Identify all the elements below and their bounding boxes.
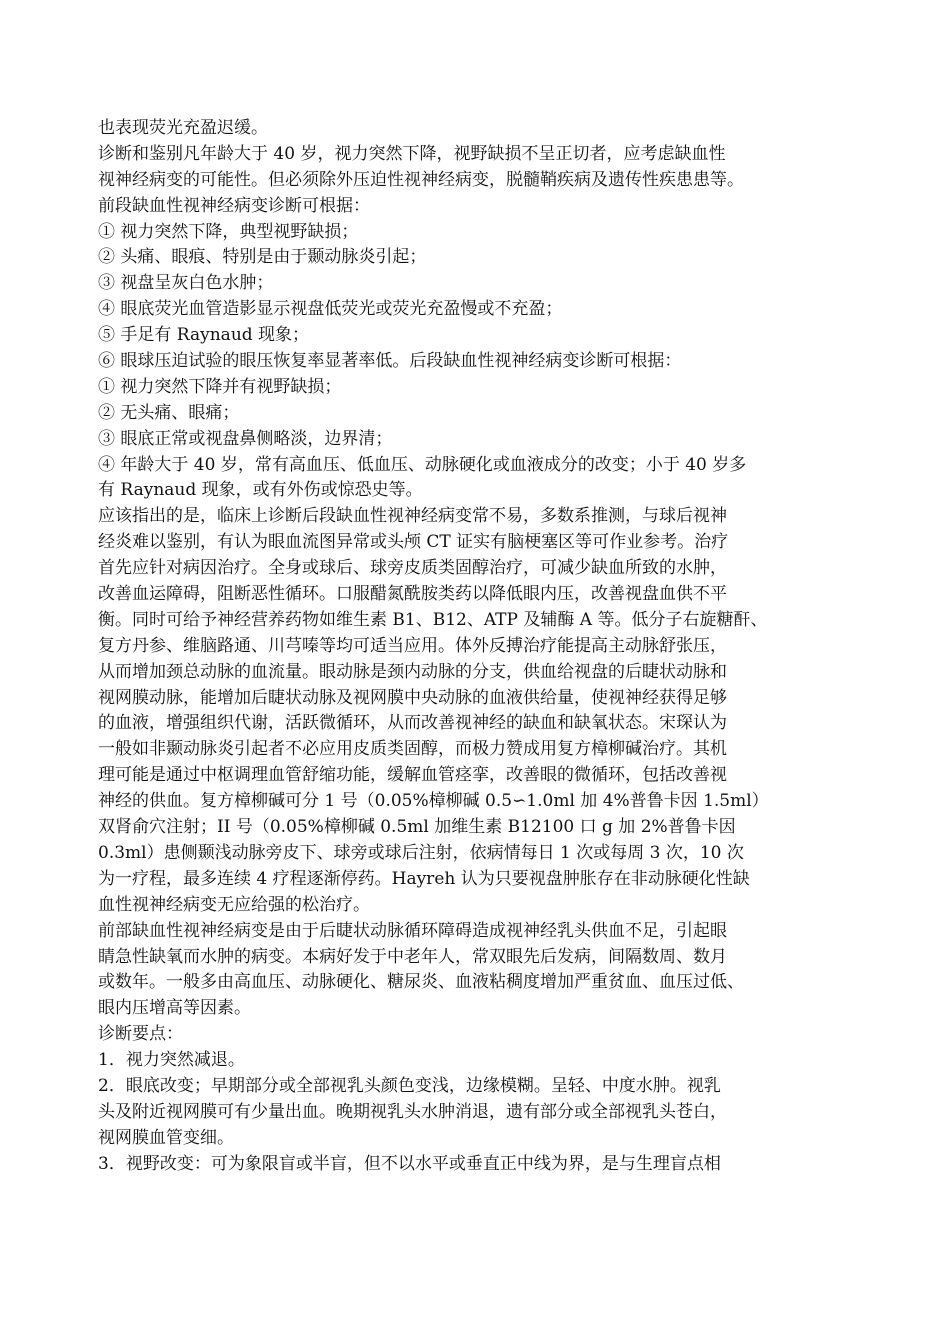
text-line: 也表现荧光充盈迟缓。: [98, 118, 268, 138]
text-line: 0.3ml）患侧颞浅动脉旁皮下、球旁或球后注射，依病情每日 1 次或每周 3 次，10 次: [98, 842, 744, 863]
text-line: 睛急性缺氧而水肿的病变。本病好发于中老年人，常双眼先后发病，间隔数周、数月: [98, 946, 727, 967]
text-line: 衡。同时可给予神经营养药物如维生素 B1、B12、ATP 及辅酶 A 等。低分子右旋糖酐、: [98, 609, 768, 630]
text-line: 改善血运障碍，阻断恶性循环。口服醋氮酰胺类药以降低眼内压，改善视盘血供不平: [98, 584, 727, 605]
text-line: 前部缺血性视神经病变是由于后睫状动脉循环障碍造成视神经乳头供血不足，引起眼: [98, 920, 727, 941]
text-line: 的血液，增强组织代谢，活跃微循环，从而改善视神经的缺血和缺氧状态。宋琛认为: [98, 713, 727, 734]
text-line: ⑤ 手足有 Raynaud 现象；: [98, 325, 310, 346]
text-line: 前段缺血性视神经病变诊断可根据：: [98, 195, 370, 216]
text-line: ③ 视盘呈灰白色水肿；: [98, 273, 274, 294]
text-line: 有 Raynaud 现象，或有外伤或惊恐史等。: [98, 480, 423, 501]
text-line: 视神经病变的可能性。但必须除外压迫性视神经病变，脱髓鞘疾病及遗传性疾患患等。: [98, 169, 744, 190]
text-line: ① 视力突然下降，典型视野缺损；: [98, 221, 359, 242]
text-line: 复方丹参、维脑路通、川芎嗪等均可适当应用。体外反搏治疗能提高主动脉舒张压，: [98, 635, 727, 656]
document-body: [98, 116, 878, 1178]
text-line: 一般如非颞动脉炎引起者不必应用皮质类固醇，而极力赞成用复方樟柳碱治疗。其机: [98, 739, 727, 760]
text-line: 或数年。一般多由高血压、动脉硬化、糖尿炎、血液粘稠度增加严重贫血、血压过低、: [98, 972, 744, 993]
text-line: 1．视力突然减退。: [98, 1050, 245, 1071]
text-line: 双肾俞穴注射；II 号（0.05%樟柳碱 0.5ml 加维生素 B12100 口 g 加 2%普鲁卡因: [98, 817, 736, 838]
text-line: 血性视神经病变无应给强的松治疗。: [98, 894, 370, 915]
text-line: 经炎难以鉴别，有认为眼血流图异常或头颅 CT 证实有脑梗塞区等可作业参考。治疗: [98, 532, 729, 553]
text-line: 诊断和鉴别凡年龄大于 40 岁，视力突然下降，视野缺损不呈正切者，应考虑缺血性: [98, 143, 726, 164]
text-line: 头及附近视网膜可有少量出血。晚期视乳头水肿消退，遗有部分或全部视乳头苍白，: [98, 1101, 727, 1122]
text-line: 眼内压增高等因素。: [98, 998, 251, 1019]
text-line: ④ 眼底荧光血管造影显示视盘低荧光或荧光充盈慢或不充盈；: [98, 299, 563, 320]
text-line: ② 头痛、眼痕、特别是由于颞动脉炎引起；: [98, 247, 427, 268]
text-line: ④ 年龄大于 40 岁，常有高血压、低血压、动脉硬化或血液成分的改变；小于 40 岁多: [98, 454, 747, 475]
text-line: ① 视力突然下降并有视野缺损；: [98, 376, 342, 397]
text-line: 视网膜动脉，能增加后睫状动脉及视网膜中央动脉的血液供给量，使视神经获得足够: [98, 687, 727, 708]
text-line: 2．眼底改变；早期部分或全部视乳头颜色变浅，边缘模糊。呈轻、中度水肿。视乳: [98, 1075, 721, 1096]
text-line: 3．视野改变：可为象限盲或半盲，但不以水平或垂直正中线为界，是与生理盲点相: [98, 1153, 721, 1174]
text-line: 应该指出的是，临床上诊断后段缺血性视神经病变常不易，多数系推测，与球后视神: [98, 506, 727, 527]
text-line: 首先应针对病因治疗。全身或球后、球旁皮质类固醇治疗，可减少缺血所致的水肿，: [98, 558, 727, 579]
text-line: ③ 眼底正常或视盘鼻侧略淡，边界清；: [98, 428, 393, 449]
text-line: 理可能是通过中枢调理血管舒缩功能，缓解血管痉挛，改善眼的微循环，包括改善视: [98, 765, 727, 786]
text-line: 诊断要点：: [98, 1024, 183, 1045]
text-line: ② 无头痛、眼痛；: [98, 402, 240, 423]
text-line: 神经的供血。复方樟柳碱可分 1 号（0.05%樟柳碱 0.5∽1.0ml 加 4%普鲁卡因 1.5ml）: [98, 791, 769, 812]
text-line: ⑥ 眼球压迫试验的眼压恢复率显著率低。后段缺血性视神经病变诊断可根据：: [98, 351, 682, 372]
text-line: 视网膜血管变细。: [98, 1127, 234, 1148]
text-line: 为一疗程，最多连续 4 疗程逐渐停药。Hayreh 认为只要视盘肿胀存在非动脉硬化性缺: [98, 868, 750, 889]
text-line: 从而增加颈总动脉的血流量。眼动脉是颈内动脉的分支，供血给视盘的后睫状动脉和: [98, 661, 727, 682]
